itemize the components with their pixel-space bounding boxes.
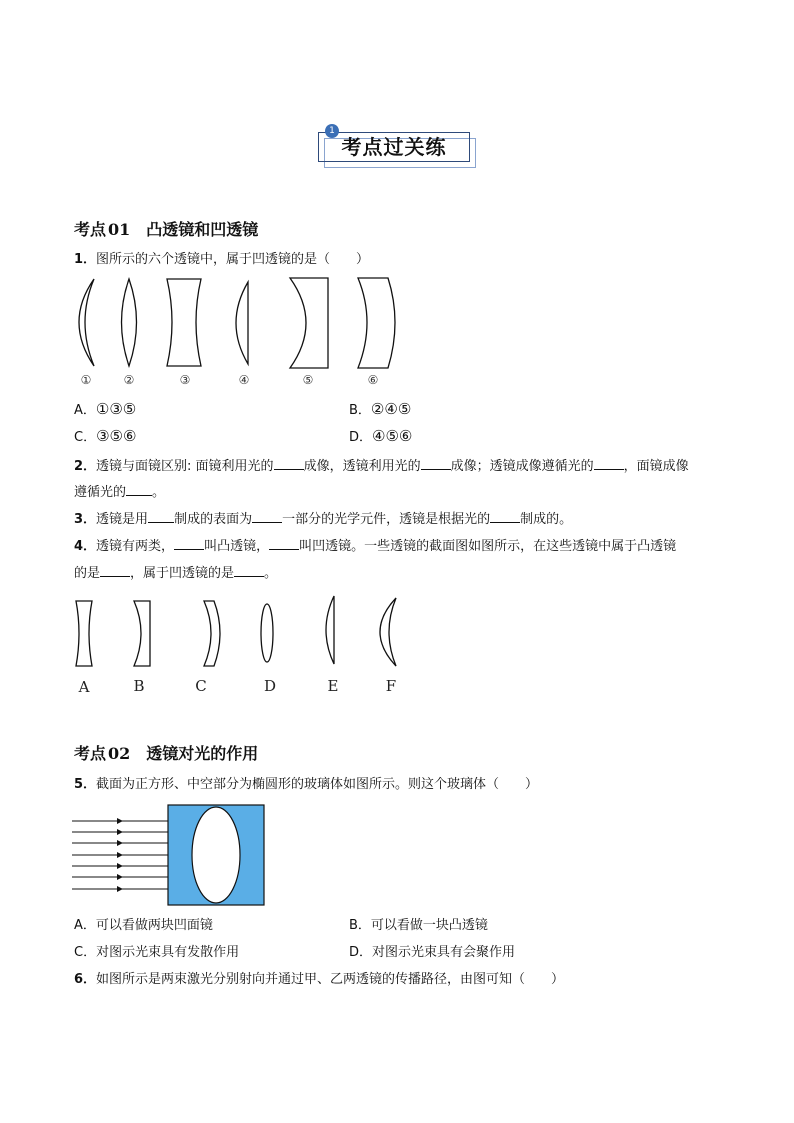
lens-label-4: ④ <box>238 373 250 387</box>
lens-label-3: ③ <box>179 373 191 387</box>
question-6: 6．如图所示是两束激光分别射向并通过甲、乙两透镜的传播路径，由图可知（ ） <box>74 972 565 987</box>
lens-f <box>380 598 396 666</box>
lens-1 <box>79 279 94 366</box>
title-badge-icon: 1 <box>325 124 339 138</box>
lens-2 <box>122 279 137 366</box>
answer-blank[interactable] <box>269 536 299 550</box>
q5-glass-figure <box>68 804 268 908</box>
answer-blank[interactable] <box>234 563 264 577</box>
lens-3 <box>167 279 201 366</box>
lens-label-e: E <box>327 677 339 695</box>
q5-option-d[interactable]: D．对图示光束具有会聚作用 <box>349 945 516 960</box>
lens-6 <box>358 278 395 368</box>
q1-option-b[interactable]: B．②④⑤ <box>349 400 412 418</box>
lens-label-1: ① <box>80 373 92 387</box>
lens-label-5: ⑤ <box>302 373 314 387</box>
lens-label-6: ⑥ <box>367 373 379 387</box>
lens-label-a: A <box>78 678 90 696</box>
answer-blank[interactable] <box>174 536 204 550</box>
q1-option-c[interactable]: C．③⑤⑥ <box>74 427 137 445</box>
question-2: 2．透镜与面镜区别: 面镜利用光的 成像，透镜利用光的 成像；透镜成像遵循光的 ，面镜成像 <box>74 456 689 476</box>
section-heading-01: 考点 01 凸透镜和凹透镜 <box>74 220 259 239</box>
answer-blank[interactable] <box>252 509 282 523</box>
page-title: 考点过关练 <box>341 135 447 159</box>
q1-option-a[interactable]: A．①③⑤ <box>74 400 137 418</box>
answer-blank[interactable] <box>126 482 152 496</box>
q5-option-a[interactable]: A．可以看做两块凹面镜 <box>74 918 213 933</box>
question-2-line-2: 遵循光的 。 <box>74 482 165 502</box>
lens-4 <box>236 282 248 364</box>
lens-c <box>204 601 220 666</box>
q4-lens-figure <box>66 594 416 700</box>
lens-label-d: D <box>263 677 277 695</box>
q5-option-c[interactable]: C．对图示光束具有发散作用 <box>74 945 240 960</box>
lens-b <box>134 601 150 666</box>
lens-d <box>261 604 273 662</box>
q1-lens-figure <box>66 274 406 394</box>
hollow-ellipse <box>192 807 240 903</box>
lens-e <box>326 596 334 664</box>
question-4: 4．透镜有两类， 叫凸透镜， 叫凹透镜。一些透镜的截面图如图所示，在这些透镜中属于凸透镜 <box>74 536 676 556</box>
lens-label-f: F <box>385 677 397 695</box>
answer-blank[interactable] <box>274 456 304 470</box>
lens-a <box>76 601 92 666</box>
question-5: 5．截面为正方形、中空部分为椭圆形的玻璃体如图所示。则这个玻璃体（ ） <box>74 777 539 792</box>
lens-label-b: B <box>133 677 145 695</box>
answer-blank[interactable] <box>421 456 451 470</box>
lens-5 <box>290 278 328 368</box>
light-rays <box>72 821 168 889</box>
answer-blank[interactable] <box>100 563 130 577</box>
section-heading-02: 考点 02 透镜对光的作用 <box>74 744 259 763</box>
question-1: 1．图所示的六个透镜中，属于凹透镜的是（ ） <box>74 252 370 267</box>
question-3: 3．透镜是用 制成的表面为 一部分的光学元件，透镜是根据光的 制成的。 <box>74 509 572 529</box>
lens-label-c: C <box>195 677 207 695</box>
answer-blank[interactable] <box>490 509 520 523</box>
question-4-line-2: 的是 ，属于凹透镜的是 。 <box>74 563 277 583</box>
lens-label-2: ② <box>123 373 135 387</box>
q5-option-b[interactable]: B．可以看做一块凸透镜 <box>349 918 488 933</box>
answer-blank[interactable] <box>148 509 174 523</box>
q1-option-d[interactable]: D．④⑤⑥ <box>349 427 413 445</box>
answer-blank[interactable] <box>594 456 624 470</box>
